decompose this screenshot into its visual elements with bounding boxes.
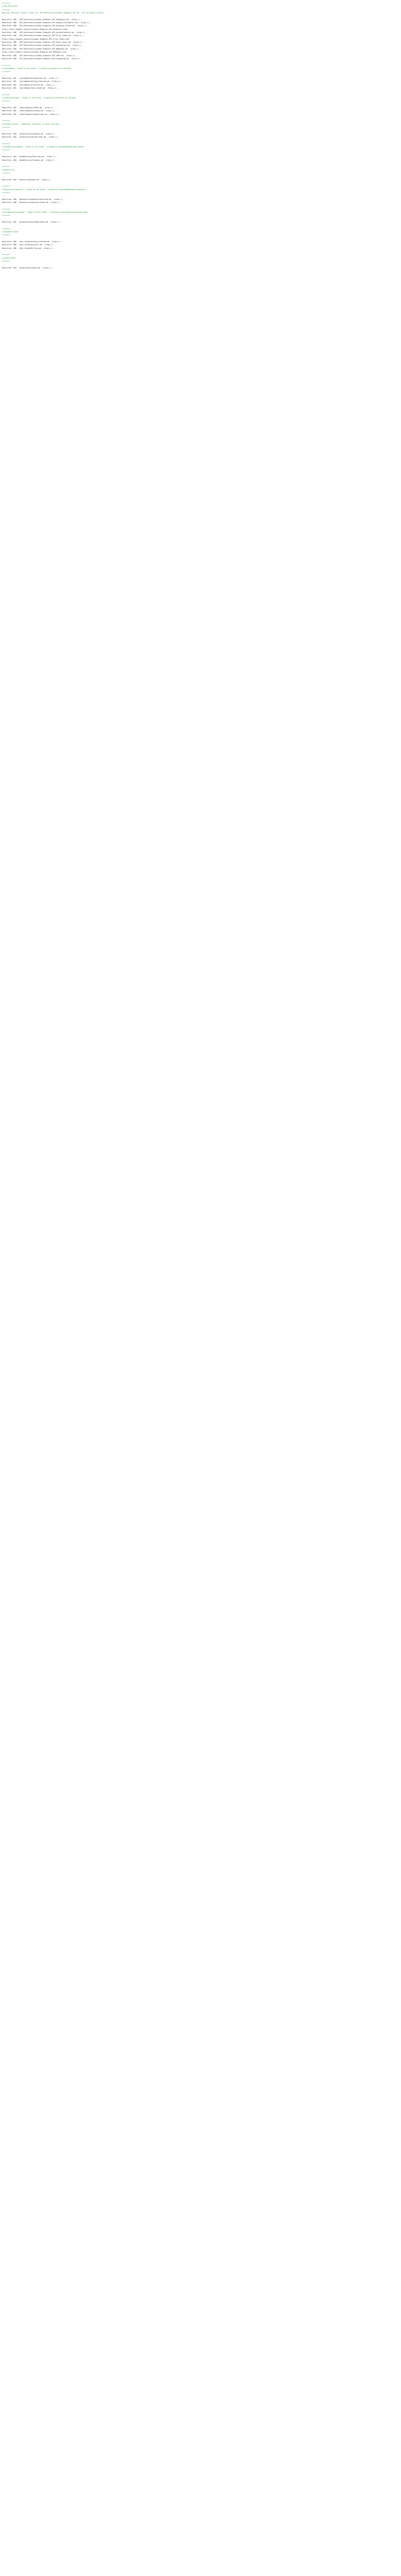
log-line: ======== bbox=[2, 2, 10, 4]
log-line: ======== bbox=[2, 64, 10, 66]
log-line: # DataDelivery/Notes - Guide to the Guide - originally posted/DataDelivery_Notes bbox=[2, 146, 84, 148]
log-line: ======== bbox=[2, 214, 10, 217]
log-line: --- bbox=[2, 152, 5, 155]
log-line: ======== bbox=[2, 100, 10, 103]
log-line: ======== bbox=[2, 120, 10, 122]
log-line: # ManufacturingCenter - Guide to the Guide - originally posted/ManufacturingCenter bbox=[2, 188, 86, 191]
log-line: --- bbox=[2, 15, 5, 18]
log-line: ======== bbox=[2, 253, 10, 256]
log-line: ======== bbox=[2, 71, 10, 73]
log-line: --- bbox=[2, 237, 5, 240]
log-line: Warning: Multiple results found for 'API_Reference/customer_Endpoint_API.md'. The following results: ... bbox=[2, 12, 109, 14]
log-line: Rewritten: 000 - API_Reference/customer_Endpoint_API_Endpoints.md - https://... bbox=[2, 18, 83, 21]
log-line: Rewritten: 001 - SourceBook/Getting_Started.md - https://... bbox=[2, 80, 64, 83]
log-line: Rewritten: 005 - Monitoring/Index.md - https://... bbox=[2, 178, 54, 181]
log-line: ======== bbox=[2, 149, 10, 151]
log-line: ======== bbox=[2, 260, 10, 263]
log-line: Rewritten: 000 - API_Reference/Customer_Endpoint_API_Rate_Limits.md - https://... bbox=[2, 41, 85, 44]
log-line: ======== bbox=[2, 191, 10, 194]
log-line: ======== bbox=[2, 208, 10, 210]
log-line: ======== bbox=[2, 185, 10, 188]
log-line: # Reference/Guide - Guide to the Guide - originally posted/to be decided bbox=[2, 96, 76, 99]
log-line: ======== bbox=[2, 93, 10, 96]
console-log bbox=[0, 0, 401, 269]
log-line: Rewritten: 007 - Documentation/Usage/Index.md - https://... bbox=[2, 221, 63, 224]
log-line: Rewritten: 002 - Code_Examples/Python.md - https://... bbox=[2, 110, 58, 112]
log-line: # SourceBook - Guide to the Guide - originally posted/to be decided bbox=[2, 67, 71, 70]
log-line: # Assets/Data bbox=[2, 257, 15, 259]
log-line: Rewritten: 000 - API_Reference/Customer_Endpoint_API_Response_Format.md - https://... bbox=[2, 25, 89, 27]
log-line: Rewritten: 004 - DataDelivery/Overview.md - https://... bbox=[2, 156, 59, 158]
log-line: Rewritten: 001 - SourceBook/Structure.md - https://... bbox=[2, 83, 58, 86]
log-line: Rewritten: 000 - API_Reference/Customer_Endpoint_API_Request_Parameters.md - https://... bbox=[2, 22, 92, 24]
log-line: https://docs.example.com/en/Customer_Endpoint_API_Endpoints.html bbox=[2, 28, 68, 30]
log-line: ======== bbox=[2, 234, 10, 236]
log-line: Rewritten: 008 - User_Guide/Getting_Started.md - https://... bbox=[2, 241, 64, 243]
log-line: Rewritten: 000 - API_Reference/Customer_Endpoint_API_Webhooks.md - https://... bbox=[2, 47, 82, 50]
log-line: --- bbox=[2, 74, 5, 76]
log-line: Rewritten: 001 - SourceBook/Introduction.md - https://... bbox=[2, 77, 61, 79]
log-line: Rewritten: 009 - Assets/Data/Index.md - https://... bbox=[2, 266, 55, 269]
log-line: Rewritten: 004 - DataDelivery/Formats.md - https://... bbox=[2, 159, 58, 161]
log-line: Rewritten: 000 - API_Reference/Customer_Endpoint_API_Authentication.md - https://... bbox=[2, 31, 88, 34]
log-line: Rewritten: 002 - Code_Examples/Index.md - https://... bbox=[2, 107, 57, 109]
log-line: Rewritten: 003 - Authentication/OAuth.md - https://... bbox=[2, 132, 58, 135]
log-line: --- bbox=[2, 129, 5, 132]
log-line: https://docs.example.com/en/Customer_Endpoint_API_Webhooks.html bbox=[2, 51, 67, 54]
log-line: ======== bbox=[2, 8, 10, 11]
log-line: https://docs.example.com/en/Customer_Endpoint_API_Error_Codes.html bbox=[2, 38, 70, 40]
log-line: --- bbox=[2, 263, 5, 266]
log-line: # API_Reference bbox=[2, 5, 18, 8]
log-line: Rewritten: 006 - ManufacturingCenter/Overview.md - https://... bbox=[2, 198, 66, 200]
log-line: # Monitoring bbox=[2, 168, 14, 171]
log-line: Rewritten: 006 - ManufacturingCenter/Setup.md - https://... bbox=[2, 201, 63, 204]
log-line: ======== bbox=[2, 227, 10, 230]
log-line: ======== bbox=[2, 126, 10, 129]
log-line: ======== bbox=[2, 142, 10, 145]
log-line: Rewritten: 000 - API_Reference/Customer_Endpoint_API_Error_Codes.md - https://... bbox=[2, 35, 85, 37]
log-line: Rewritten: 000 - API_Reference/Customer_Endpoint_API_Pagination.md - https://... bbox=[2, 44, 84, 47]
log-line: Rewritten: 002 - Code_Examples/JavaScript.md - https://... bbox=[2, 113, 62, 115]
log-line: ======== bbox=[2, 172, 10, 174]
log-line: --- bbox=[2, 175, 5, 178]
log-line: Rewritten: 001 - SourceBook/Style_Guide.md - https://... bbox=[2, 87, 60, 89]
log-line: --- bbox=[2, 103, 5, 106]
log-line: Rewritten: 003 - Authentication/API_Keys.md - https://... bbox=[2, 136, 61, 139]
log-line: --- bbox=[2, 217, 5, 220]
log-line: Rewritten: 000 - API_Reference/Customer_Endpoint_API_SDKs.md - https://... bbox=[2, 54, 78, 57]
log-line: --- bbox=[2, 195, 5, 197]
log-line: Rewritten: 008 - User_Guide/Accounts.md - https://... bbox=[2, 244, 57, 246]
log-line: # Documentation/Usage/ - moved to User Guide - originally posted/ResourcesPublicData bbox=[2, 211, 88, 213]
log-line: # Authentication - temporary redirects to other sections bbox=[2, 123, 60, 125]
log-line: Rewritten: 000 - API_Reference/Customer_Endpoint_API_Changelog.md - https://... bbox=[2, 57, 83, 60]
log-line: ======== bbox=[2, 165, 10, 168]
log-line: # Databook Guide bbox=[2, 231, 19, 233]
log-line: Rewritten: 008 - User_Guide/Billing.md - https://... bbox=[2, 247, 56, 249]
